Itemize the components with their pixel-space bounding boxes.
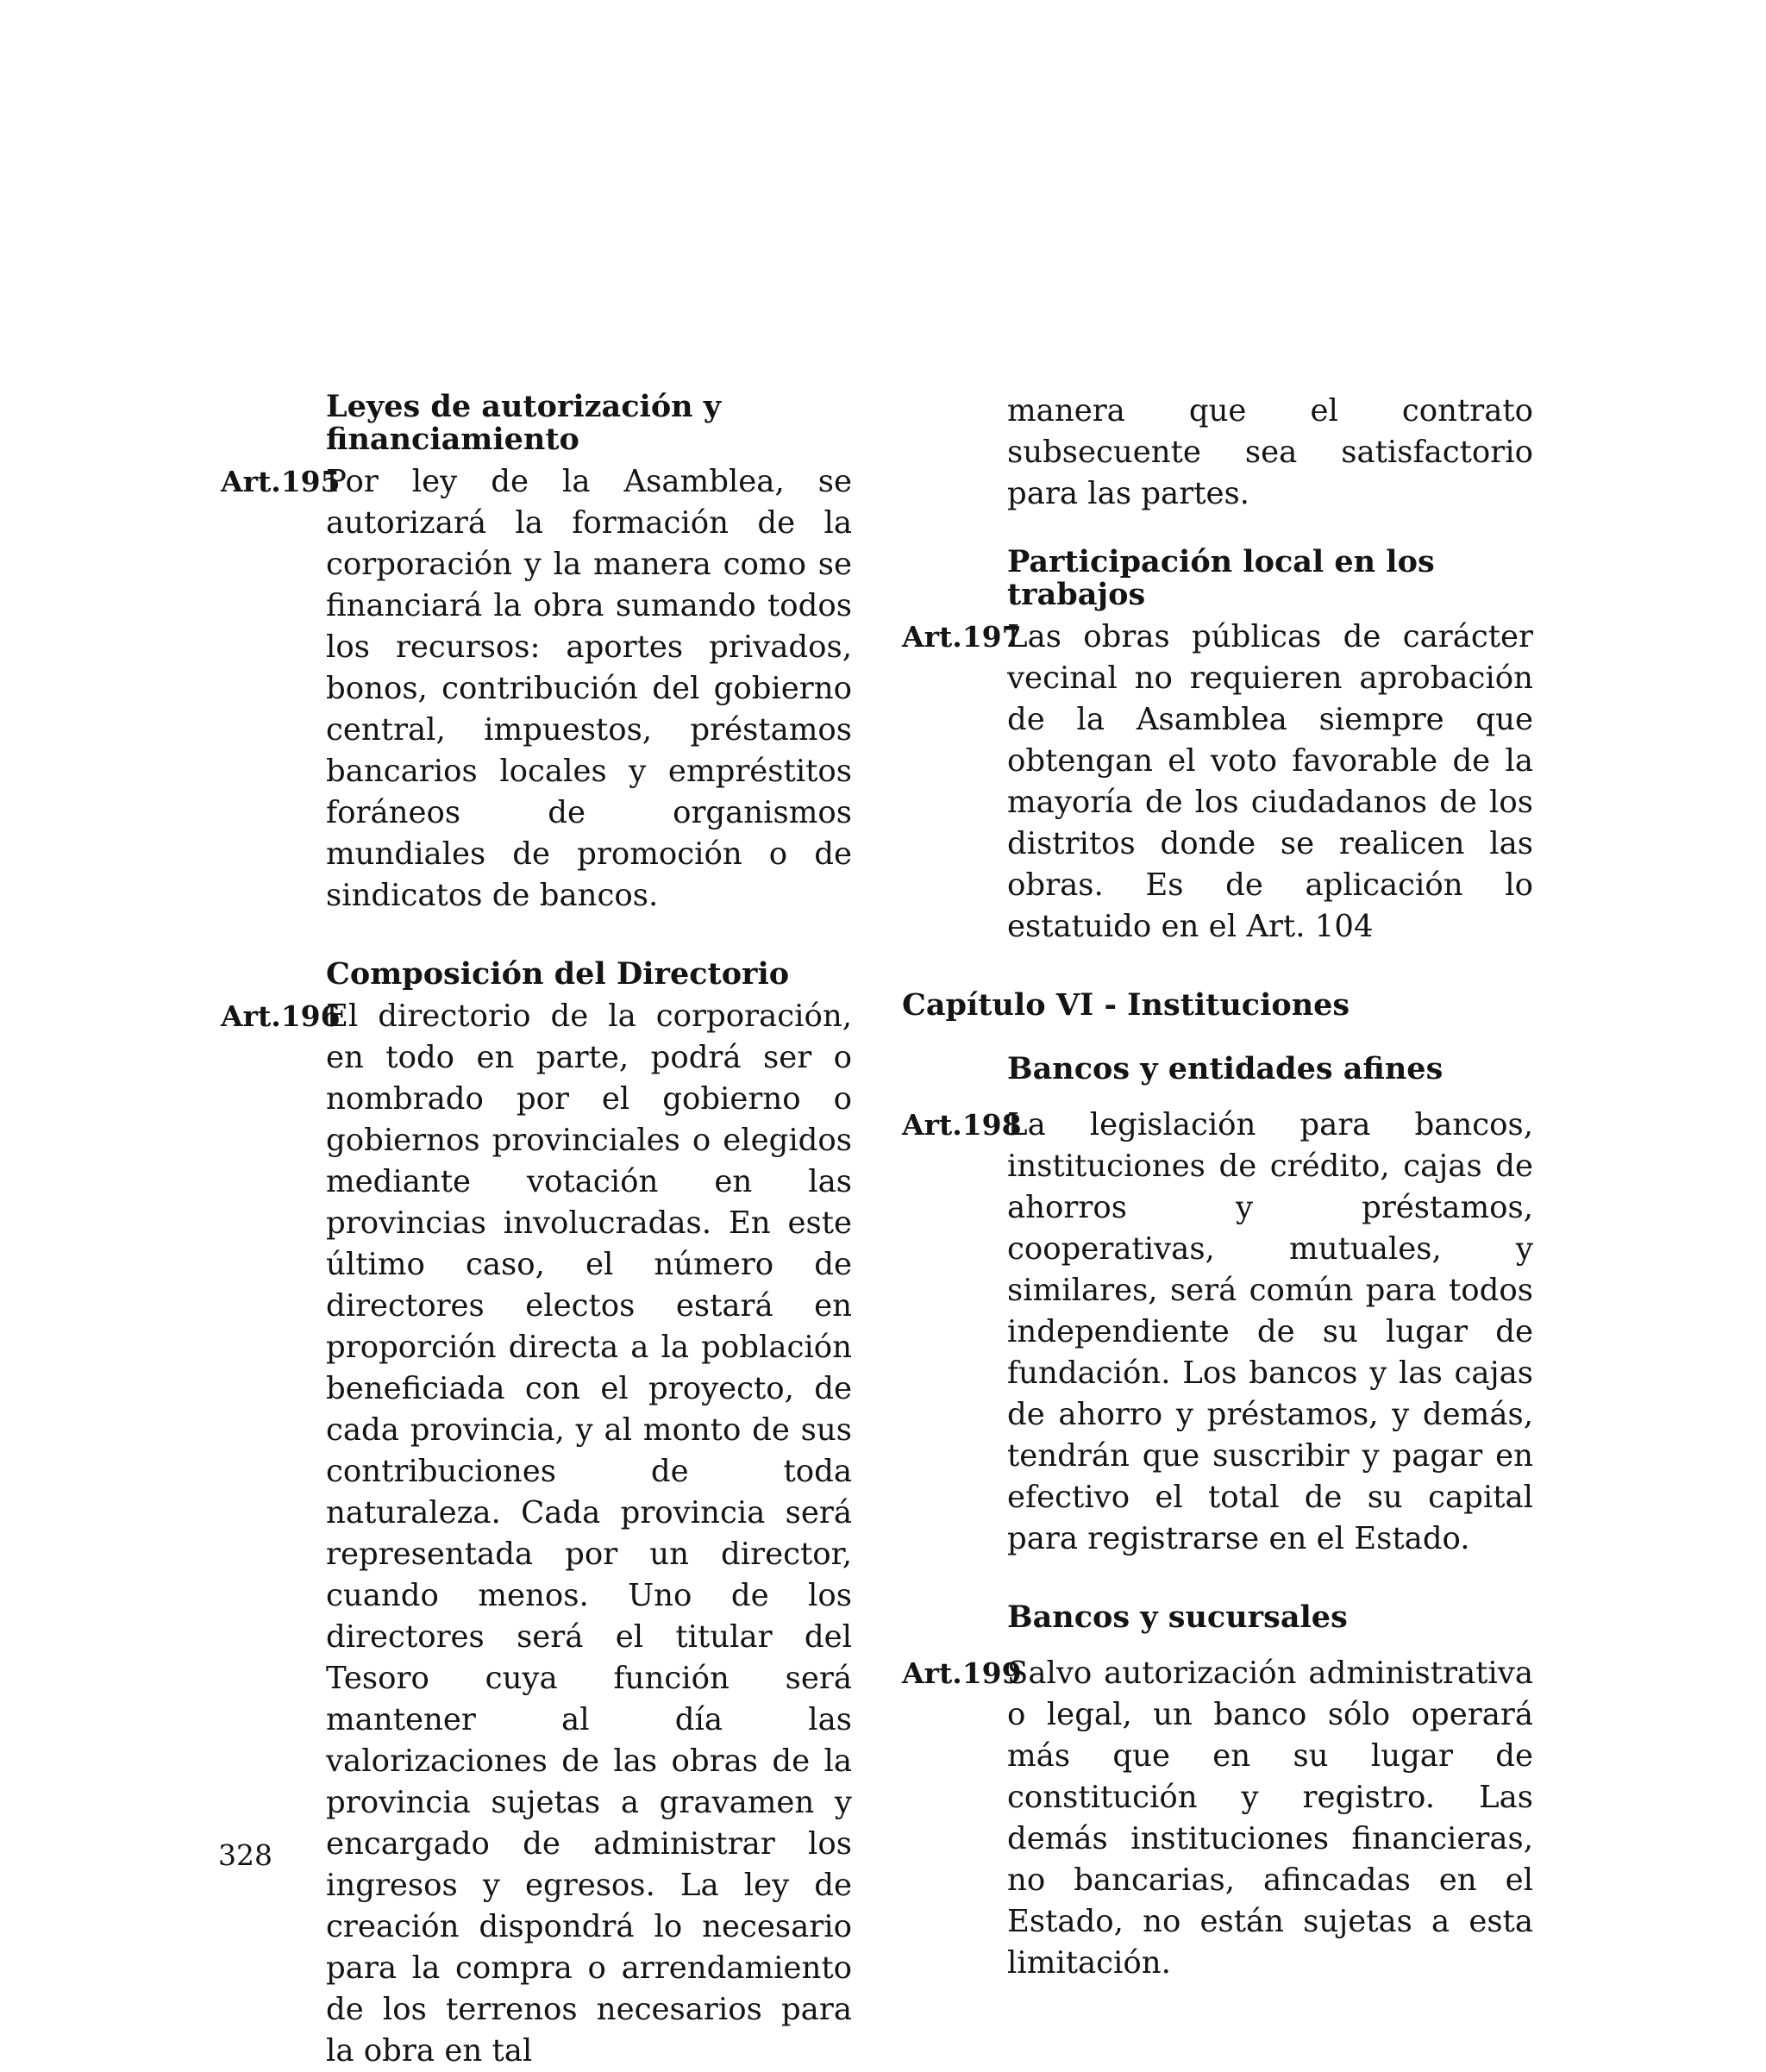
article-number: Art.195: [221, 465, 341, 498]
chapter-heading: Capítulo VI - Instituciones: [902, 987, 1350, 1023]
article-text: Salvo autorización administrativa o legal, un banco sólo operará más que en su lugar de constitución y registro. Las demás instituciones financieras, no bancarias, afincadas en el Estado, no están sujetas a esta limitación.: [1007, 1656, 1533, 1981]
continuation-text: manera que el contrato subsecuente sea satisfactorio para las partes.: [1007, 393, 1533, 511]
right-column: [902, 391, 1533, 1984]
article-number: Art.199: [902, 1656, 1022, 1690]
article-195: [221, 461, 852, 917]
section-heading-bancos-entidades: Bancos y entidades afines: [1007, 1051, 1443, 1086]
article-197: [902, 617, 1533, 948]
article-number: Art.198: [902, 1108, 1022, 1142]
article-198: [902, 1105, 1533, 1560]
page-number: 328: [218, 1838, 272, 1872]
article-text: Las obras públicas de carácter vecinal no requieren aprobación de la Asamblea siempre que obtengan el voto favorable de la mayoría de los ciudadanos de los distritos donde se realicen las obras. Es de aplicación lo estatuido en el Art. 104: [1007, 619, 1533, 944]
section-heading-leyes: Leyes de autorización y financiamiento: [326, 389, 722, 457]
article-number: Art.196: [221, 999, 341, 1033]
section-heading-bancos-sucursales: Bancos y sucursales: [1007, 1599, 1348, 1635]
article-text: Por ley de la Asamblea, se autorizará la formación de la corporación y la manera como se financiará la obra sumando todos los recursos: aportes privados, bonos, contribución del gobierno central, impuestos, préstamos bancarios locales y empréstitos foráneos de organismos mundiales de promoción o de sindicatos de bancos.: [326, 464, 852, 913]
article-text: La legislación para bancos, instituciones de crédito, cajas de ahorros y préstamos, cooperativas, mutuales, y similares, será común para todos independiente de su lugar de fundación. Los bancos y las cajas de ahorro y préstamos, y demás, tendrán que suscribir y pagar en efectivo el total de su capital para registrarse en el Estado.: [1007, 1107, 1533, 1556]
article-199: [902, 1653, 1533, 1984]
section-heading-participacion: Participación local en los trabajos: [1007, 544, 1435, 612]
article-number: Art.197: [902, 620, 1022, 654]
section-heading-composicion: Composición del Directorio: [326, 956, 790, 992]
article-text: El directorio de la corporación, en todo en parte, podrá ser o nombrado por el gobierno o gobiernos provinciales o elegidos mediante votación en las provincias involucradas. En este último caso, el número de directores electos estará en proporción directa a la población beneficiada con el proyecto, de cada provincia, y al monto de sus contribuciones de toda naturaleza. Cada provincia será representada por un director, cuando menos. Uno de los directores será el titular del Tesoro cuya función será mantener al día las valorizaciones de las obras de la provincia sujetas a gravamen y encargado de administrar los ingresos y egresos. La ley de creación dispondrá lo necesario para la compra o arrendamiento de los terrenos necesarios para la obra en tal: [326, 998, 852, 2069]
